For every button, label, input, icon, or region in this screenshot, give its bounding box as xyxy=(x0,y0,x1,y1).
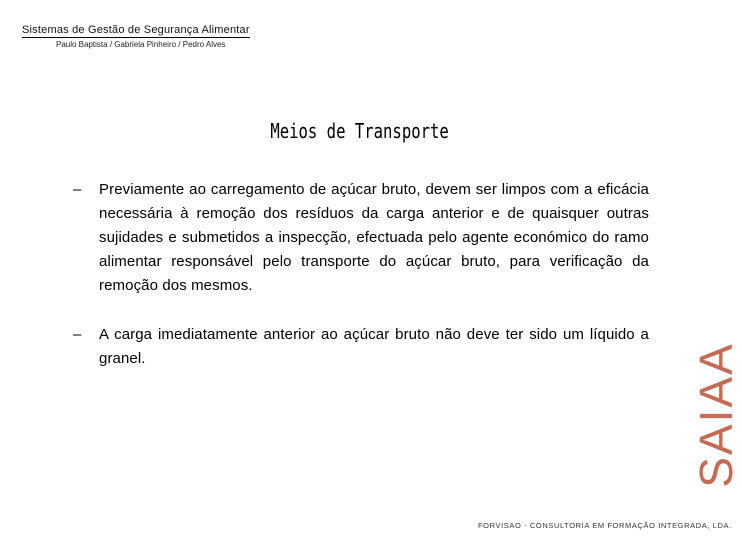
bullet-text: Previamente ao carregamento de açúcar bruto, devem ser limpos com a eficácia necessária à remoção dos resíduos da carga anterior e de quaisquer outras sujidades e submetidos a inspecção, efectuada pelo agente económico do ramo alimentar responsável pelo transporte do açúcar bruto, para verificação da remoção dos mesmos. xyxy=(99,181,649,294)
header-authors: Paulo Baptista / Gabriela Pinheiro / Pedro Alves xyxy=(56,40,226,49)
bullet-item xyxy=(73,323,649,371)
bullet-dash-icon: – xyxy=(73,181,82,198)
bullet-dash-icon: – xyxy=(73,326,82,343)
footer-company: FORVISAO - CONSULTORIA EM FORMAÇÃO INTEGRADA, LDA. xyxy=(478,521,732,530)
header-divider xyxy=(22,37,250,38)
bullet-item xyxy=(73,178,649,298)
slide-title: Meios de Transporte xyxy=(270,119,449,143)
bullet-text: A carga imediatamente anterior ao açúcar bruto não deve ter sido um líquido a granel. xyxy=(99,326,649,367)
saiaa-logo: SAIAA xyxy=(690,342,742,488)
bullet-list xyxy=(73,178,649,396)
header-title: Sistemas de Gestão de Segurança Alimentar xyxy=(22,24,250,36)
